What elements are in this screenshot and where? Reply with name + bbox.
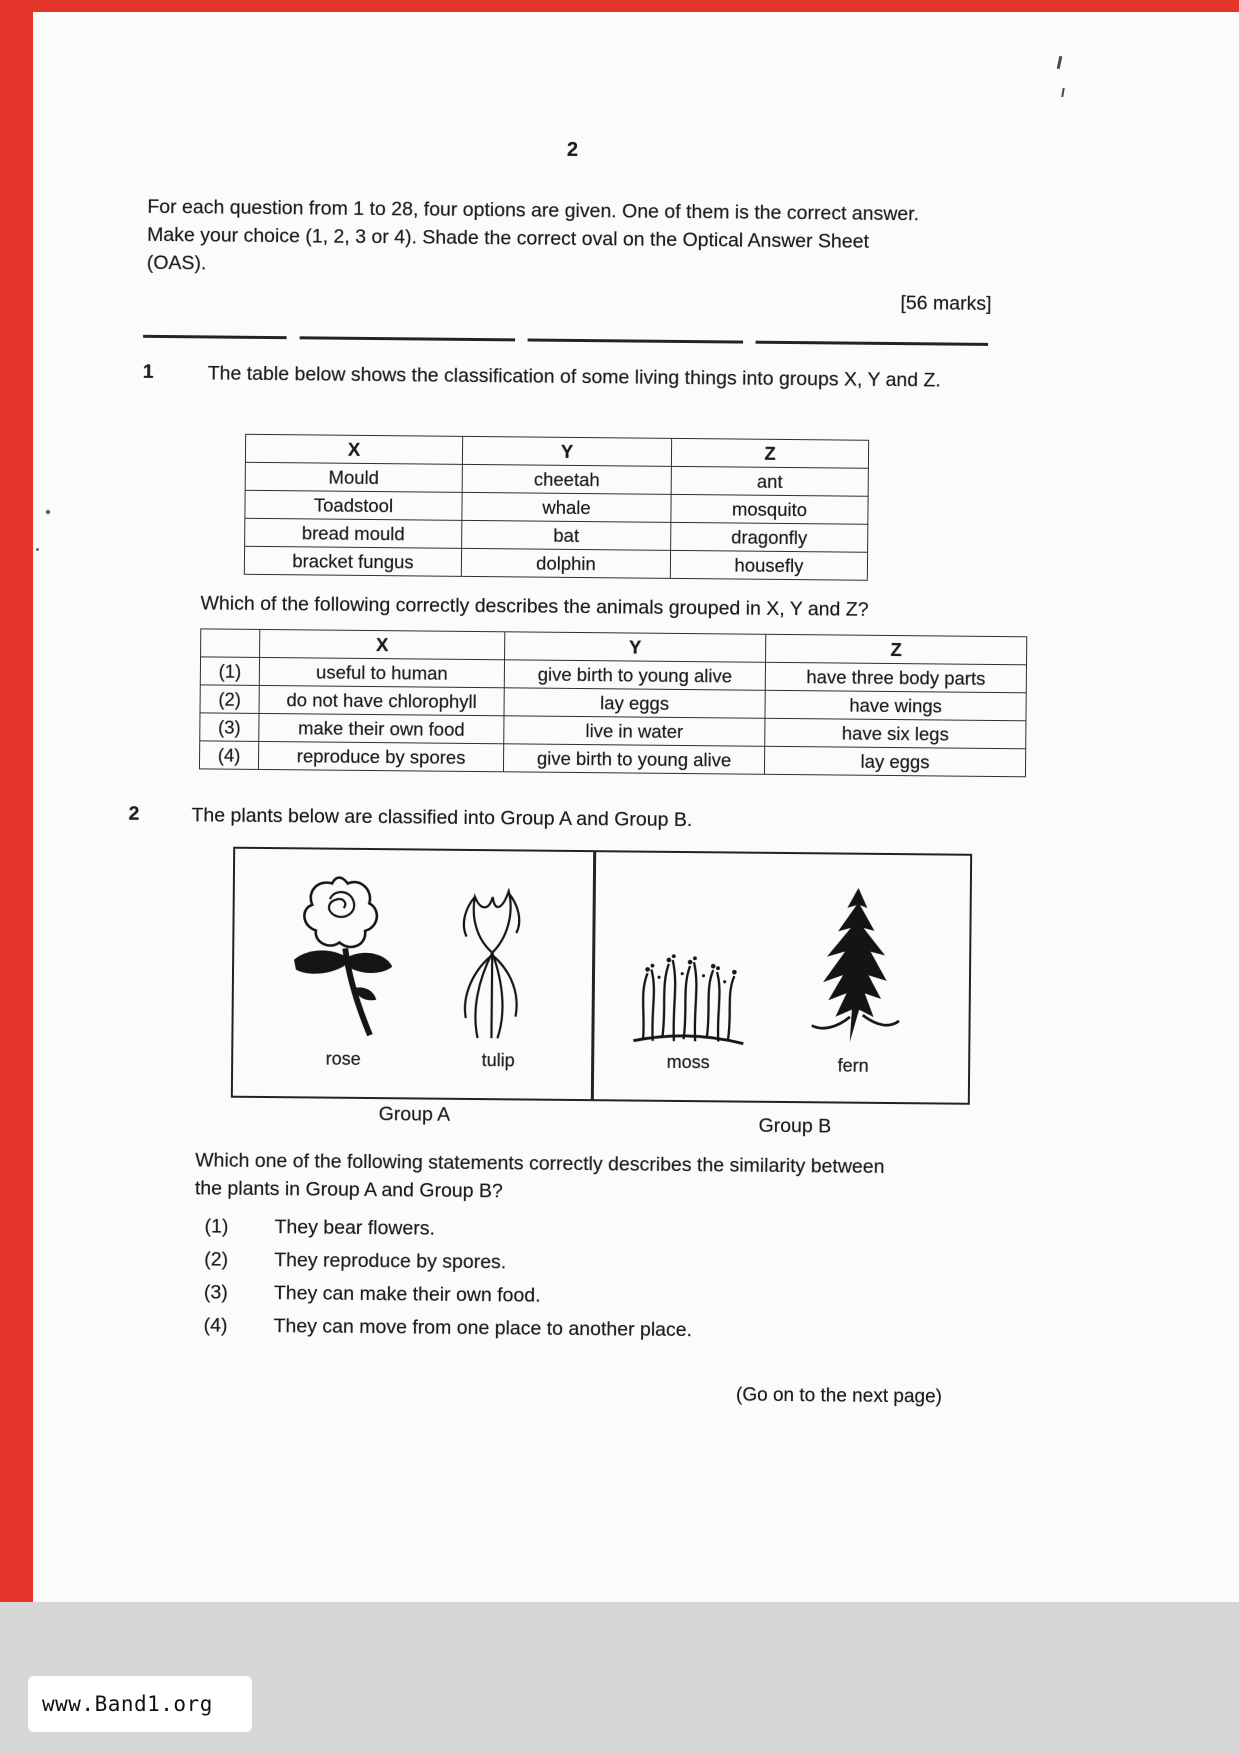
plants-figure-box	[231, 847, 972, 1105]
cell: dolphin	[461, 548, 670, 578]
option-text: They can make their own food.	[273, 1282, 541, 1307]
section-divider-line	[143, 335, 988, 346]
watermark-text: www.Band1.org	[42, 1692, 213, 1716]
tulip-illustration-icon	[443, 869, 555, 1044]
instructions-paragraph	[147, 193, 1008, 285]
col-header-z: Z	[766, 634, 1027, 665]
question-1-stem: The table below shows the classification of some living things into groups X, Y and Z.	[207, 362, 941, 392]
cell: dragonfly	[671, 522, 868, 552]
cell: do not have chlorophyll	[259, 685, 504, 715]
cell: give birth to young alive	[503, 744, 764, 775]
question-2-prompt: Which one of the following statements correctly describes the similarity between the plants in Group A and Group B?	[194, 1149, 885, 1203]
col-header-x: X	[245, 434, 462, 464]
scan-artifact-speck	[36, 548, 39, 551]
option-number: (3)	[203, 1281, 228, 1304]
option-text: They bear flowers.	[274, 1216, 436, 1240]
question-1-number: 1	[142, 360, 154, 383]
page-number: 2	[566, 138, 579, 161]
continue-note: (Go on to the next page)	[735, 1384, 943, 1408]
option-text: They reproduce by spores.	[274, 1249, 507, 1274]
question-1-prompt: Which of the following correctly describes the animals grouped in X, Y and Z?	[200, 592, 869, 621]
cell: cheetah	[462, 464, 671, 494]
option-4	[204, 1312, 964, 1345]
cell: Toadstool	[245, 490, 462, 520]
instructions-line-2: Make your choice (1, 2, 3 or 4). Shade the correct oval on the Optical Answer Sheet	[146, 223, 870, 253]
plant-tulip	[438, 869, 560, 1072]
cell: Mould	[245, 462, 462, 492]
cell: ant	[671, 466, 868, 496]
plant-label: tulip	[481, 1050, 515, 1071]
option-number: (1)	[200, 657, 259, 686]
option-number: (2)	[200, 685, 259, 714]
cell: lay eggs	[764, 746, 1025, 777]
col-header-y: Y	[462, 436, 671, 466]
watermark-box	[28, 1676, 252, 1732]
total-marks: [56 marks]	[900, 292, 992, 315]
cell: mosquito	[671, 494, 868, 524]
option-3	[204, 1279, 964, 1312]
plant-rose	[273, 869, 415, 1070]
cell: have three body parts	[765, 662, 1026, 693]
option-1	[204, 1213, 964, 1246]
plant-label: fern	[837, 1055, 869, 1076]
group-a-label: Group A	[378, 1103, 451, 1126]
plant-fern	[778, 880, 930, 1077]
cell: housefly	[670, 550, 867, 580]
plant-label: moss	[666, 1051, 710, 1073]
option-number: (4)	[199, 741, 258, 770]
group-divider-line	[591, 852, 596, 1099]
option-number: (1)	[204, 1215, 229, 1238]
table-row	[244, 546, 867, 580]
cell: live in water	[504, 716, 765, 747]
cell: have six legs	[765, 718, 1026, 749]
rose-illustration-icon	[278, 869, 410, 1042]
cell: lay eggs	[504, 688, 765, 719]
cell: bracket fungus	[244, 546, 461, 576]
instructions-line-3: (OAS).	[146, 251, 207, 275]
cell: give birth to young alive	[504, 660, 765, 691]
cell: bat	[462, 520, 671, 550]
col-header-y: Y	[505, 632, 766, 663]
cell: whale	[462, 492, 671, 522]
question-2-stem: The plants below are classified into Group A and Group B.	[191, 804, 693, 832]
classification-table	[244, 434, 869, 581]
cell: make their own food	[259, 713, 504, 743]
scan-edge-top-red-bar	[0, 0, 1239, 12]
plant-label: rose	[325, 1048, 361, 1069]
group-b-label: Group B	[758, 1114, 832, 1138]
scan-edge-left-red-bar	[0, 0, 33, 1604]
moss-illustration-icon	[623, 880, 755, 1045]
option-number: (3)	[200, 713, 259, 742]
cell: have wings	[765, 690, 1026, 721]
col-header-x: X	[260, 629, 505, 659]
cell: bread mould	[245, 518, 462, 548]
question-1-options-table	[199, 628, 1027, 777]
option-number: (4)	[203, 1314, 228, 1337]
plant-moss	[618, 880, 760, 1073]
cell: reproduce by spores	[258, 741, 503, 771]
fern-illustration-icon	[783, 880, 925, 1049]
option-text: They can move from one place to another place.	[273, 1315, 693, 1342]
scan-artifact-speck	[46, 510, 50, 514]
option-number: (2)	[204, 1248, 229, 1271]
col-header-blank	[201, 629, 260, 658]
question-2-number: 2	[128, 802, 140, 825]
cell: useful to human	[259, 657, 504, 687]
question-2-options	[203, 1213, 964, 1352]
option-2	[204, 1246, 964, 1279]
instructions-line-1: For each question from 1 to 28, four options are given. One of them is the correct answer.	[147, 195, 920, 226]
col-header-z: Z	[671, 438, 868, 468]
